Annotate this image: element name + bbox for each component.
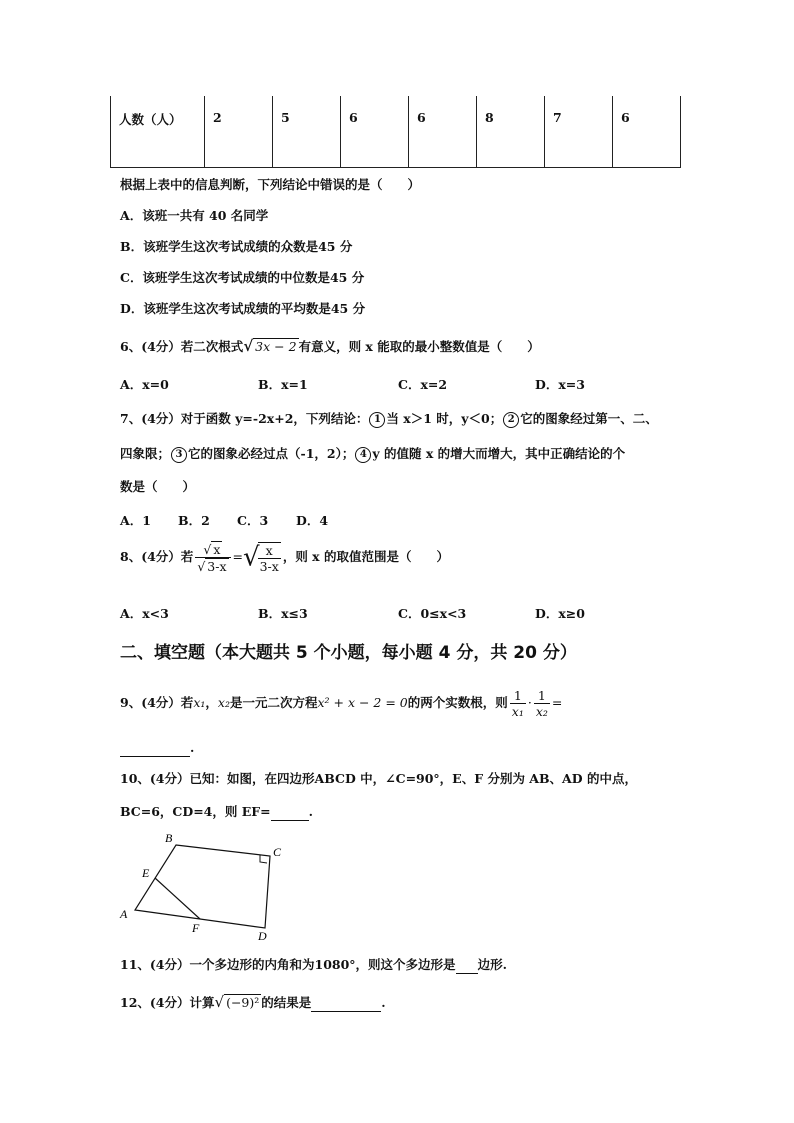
q7-option-d: D．4 — [296, 513, 329, 528]
table-cell: 6 — [613, 96, 681, 167]
q8-denominator: 3-x — [259, 558, 279, 574]
circled-number: 1 — [369, 412, 385, 428]
q9-stem — [120, 688, 562, 719]
q10-end: . — [308, 804, 313, 819]
q9-denominator: x₂ — [535, 704, 548, 719]
q7-statement-2: 它的图象经过第一、二、 — [520, 411, 658, 426]
q8-number: 8、(4分）若 — [120, 549, 194, 564]
q9-denominator: x₁ — [511, 704, 524, 719]
q5-option-d: D．该班学生这次考试成绩的平均数是45 分 — [120, 301, 366, 316]
answer-blank[interactable] — [120, 740, 190, 757]
q8-fraction-left: $\frac{√ x}{√ 3-x}$ — [195, 541, 230, 574]
q8-option-c: C．0≤x<3 — [398, 606, 467, 621]
q12-text: 12、(4分）计算 — [120, 995, 215, 1010]
q10-line2 — [120, 804, 313, 821]
segment-ef — [155, 878, 200, 919]
q9-dot: · — [527, 695, 532, 710]
q10-line1: 10、(4分）已知：如图，在四边形ABCD 中，∠C=90°，E、F 分别为 AB、AD 的中点， — [120, 771, 637, 786]
q9-comma: ， — [205, 695, 218, 710]
q6-option-a: A．x=0 — [120, 377, 169, 392]
q8-tail: ，则 x 的取值范围是（ ） — [282, 549, 449, 564]
q9-x2: x₂ — [217, 695, 230, 710]
label-d: D — [258, 929, 267, 943]
score-table — [110, 96, 681, 168]
right-angle-mark — [260, 855, 267, 863]
quadrilateral-abcd — [135, 845, 270, 928]
q5-option-b: B．该班学生这次考试成绩的众数是45 分 — [120, 239, 353, 254]
q7-option-b: B．2 — [178, 513, 210, 528]
q8-stem — [120, 541, 449, 574]
answer-blank[interactable] — [311, 995, 381, 1012]
q8-option-d: D．x≥0 — [535, 606, 585, 621]
q10-text: BC=6，CD=4，则 EF= — [120, 804, 271, 819]
quadrilateral-figure — [115, 828, 295, 948]
radical-sign: √ — [243, 542, 260, 573]
q8-option-a: A．x<3 — [120, 606, 169, 621]
label-f: F — [192, 921, 200, 935]
table-cell: 6 — [409, 96, 477, 167]
q11-end: 边形. — [477, 957, 507, 972]
q8-denominator: 3-x — [207, 559, 227, 574]
q6-stem — [120, 338, 540, 355]
q9-numerator: 1 — [534, 688, 550, 704]
table-cell: 6 — [341, 96, 409, 167]
q9-number: 9、(4分）若 — [120, 695, 194, 710]
q7-statement-2-end: 四象限； — [120, 446, 171, 461]
q11-text: 11、(4分）一个多边形的内角和为1080°，则这个多边形是 — [120, 957, 456, 972]
section-title: 二、填空题（本大题共 5 个小题，每小题 4 分，共 20 分） — [120, 643, 577, 663]
label-c: C — [273, 845, 282, 859]
q7-statement-4: y 的值随 x 的增大而增大，其中正确结论的个 — [372, 446, 626, 461]
q9-x1: x₁ — [193, 695, 206, 710]
table-cell: 5 — [273, 96, 341, 167]
q9-fraction-1 — [510, 688, 526, 719]
q9-text-2: 的两个实数根，则 — [407, 695, 508, 710]
q12-stem — [120, 994, 386, 1012]
table-cell: 8 — [477, 96, 545, 167]
label-e: E — [142, 866, 150, 880]
table-row — [111, 96, 681, 167]
radical-sign: √ — [214, 993, 225, 1011]
q7-line1 — [120, 411, 658, 428]
q11-stem — [120, 957, 507, 974]
table-header-cell: 人数（人） — [111, 96, 205, 167]
label-b: B — [165, 831, 173, 845]
q7-statement-3: 它的图象必经过点（-1，2）； — [188, 446, 355, 461]
radical-sign: √ — [243, 337, 254, 355]
q9-numerator: 1 — [510, 688, 526, 704]
q8-option-b: B．x≤3 — [258, 606, 308, 621]
circled-number: 4 — [355, 447, 371, 463]
q9-fraction-2 — [534, 688, 550, 719]
answer-blank[interactable] — [271, 804, 309, 821]
label-a: A — [120, 907, 128, 921]
q7-stem: 7、(4分）对于函数 y=-2x+2，下列结论： — [120, 411, 369, 426]
circled-number: 3 — [171, 447, 187, 463]
q8-numerator: x — [213, 542, 221, 557]
q6-option-c: C．x=2 — [398, 377, 448, 392]
q9-answer-line — [120, 740, 194, 757]
q5-option-c: C．该班学生这次考试成绩的中位数是45 分 — [120, 270, 365, 285]
q7-statement-1: 当 x＞1 时，y＜0； — [386, 411, 503, 426]
q9-equation: x² + x − 2 = 0 — [317, 695, 408, 710]
q6-radicand: 3x − 2 — [255, 339, 297, 354]
table-cell: 2 — [205, 96, 273, 167]
answer-blank[interactable] — [456, 957, 478, 974]
q6-option-d: D．x=3 — [535, 377, 585, 392]
q9-text: 是一元二次方程 — [229, 695, 318, 710]
q12-end: . — [381, 995, 386, 1010]
q12-radicand: (−9)² — [226, 995, 260, 1010]
q7-line3: 数是（ ） — [120, 479, 196, 494]
q8-equals: = — [232, 549, 243, 564]
q6-option-b: B．x=1 — [258, 377, 308, 392]
q8-fraction-right — [258, 542, 281, 574]
circled-number: 2 — [503, 412, 519, 428]
q12-text-2: 的结果是 — [261, 995, 312, 1010]
q7-option-a: A．1 — [120, 513, 151, 528]
q7-option-c: C．3 — [237, 513, 269, 528]
table-cell: 7 — [545, 96, 613, 167]
q9-end: . — [190, 740, 195, 755]
q6-number: 6、(4分）若二次根式 — [120, 339, 244, 354]
q7-line2 — [120, 446, 625, 463]
q5-option-a: A．该班一共有 40 名同学 — [120, 208, 269, 223]
q5-stem: 根据上表中的信息判断，下列结论中错误的是（ ） — [120, 177, 421, 192]
q8-numerator: x — [258, 543, 281, 559]
q6-tail: 有意义，则 x 能取的最小整数值是（ ） — [298, 339, 540, 354]
q9-equals: = — [551, 695, 563, 710]
